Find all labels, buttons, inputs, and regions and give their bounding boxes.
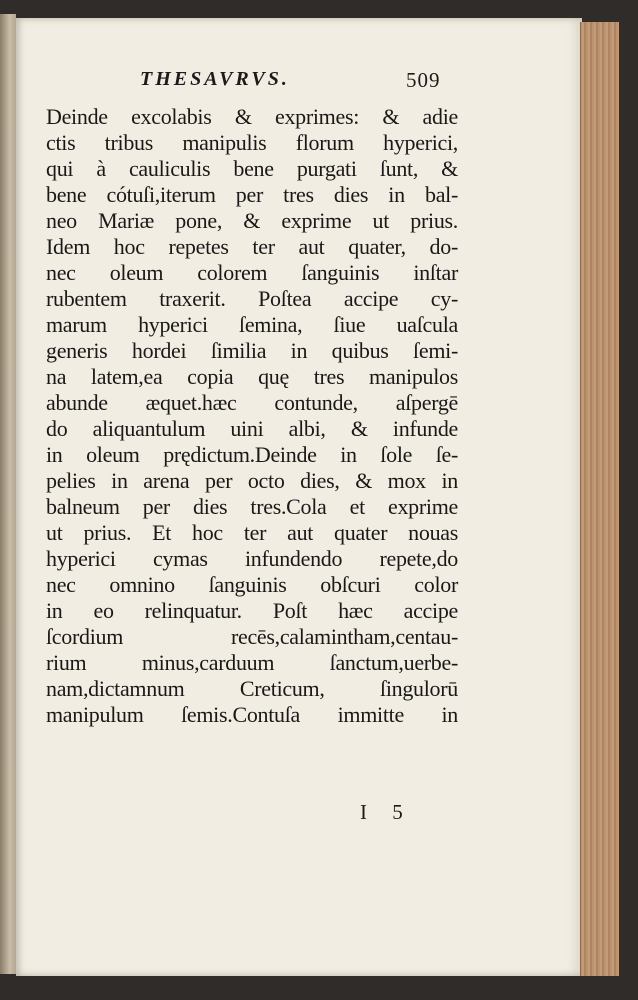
text-line: abunde æquet.hæc contunde, aſpergē: [46, 390, 458, 415]
text-line: in eo relinquatur. Poſt hæc accipe: [46, 598, 458, 623]
text-line: manipulum ſemis.Contuſa immitte in: [46, 702, 458, 727]
running-head: [44, 68, 464, 98]
text-line: balneum per dies tres.Cola et exprime: [46, 494, 458, 519]
signature-mark: I 5: [360, 800, 413, 824]
text-line: neo Mariæ pone, & exprime ut prius.: [46, 208, 458, 233]
text-line: in oleum prędictum.Deinde in ſole ſe-: [46, 442, 458, 467]
text-line: ut prius. Et hoc ter aut quater nouas: [46, 520, 458, 545]
text-line: generis hordei ſimilia in quibus ſemi-: [46, 338, 458, 363]
text-line: rium minus,carduum ſanctum,uerbe-: [46, 650, 458, 675]
text-line: ſcordium recēs,calamintham,centau-: [46, 624, 458, 649]
body-text: [46, 104, 458, 728]
text-line: do aliquantulum uini albi, & infunde: [46, 416, 458, 441]
text-line: qui à cauliculis bene purgati ſunt, &: [46, 156, 458, 181]
facing-page-edge: [0, 14, 16, 974]
text-line: pelies in arena per octo dies, & mox in: [46, 468, 458, 493]
text-line: nec omnino ſanguinis obſcuri color: [46, 572, 458, 597]
text-line: marum hyperici ſemina, ſiue uaſcula: [46, 312, 458, 337]
text-line: nam,dictamnum Creticum, ſingulorū: [46, 676, 458, 701]
text-line: Idem hoc repetes ter aut quater, do-: [46, 234, 458, 259]
text-line: Deinde excolabis & exprimes: & adie: [46, 104, 458, 129]
text-line: rubentem traxerit. Poſtea accipe cy-: [46, 286, 458, 311]
page-stack-edge: [580, 22, 619, 976]
text-line: na latem,ea copia quę tres manipulos: [46, 364, 458, 389]
text-line: bene cótuſi,iterum per tres dies in bal-: [46, 182, 458, 207]
text-line: hyperici cymas infundendo repete,do: [46, 546, 458, 571]
running-head-title: THESAVRVS.: [140, 68, 290, 90]
page-number: 509: [406, 68, 441, 92]
text-line: ctis tribus manipulis florum hyperici,: [46, 130, 458, 155]
text-line: nec oleum colorem ſanguinis inſtar: [46, 260, 458, 285]
